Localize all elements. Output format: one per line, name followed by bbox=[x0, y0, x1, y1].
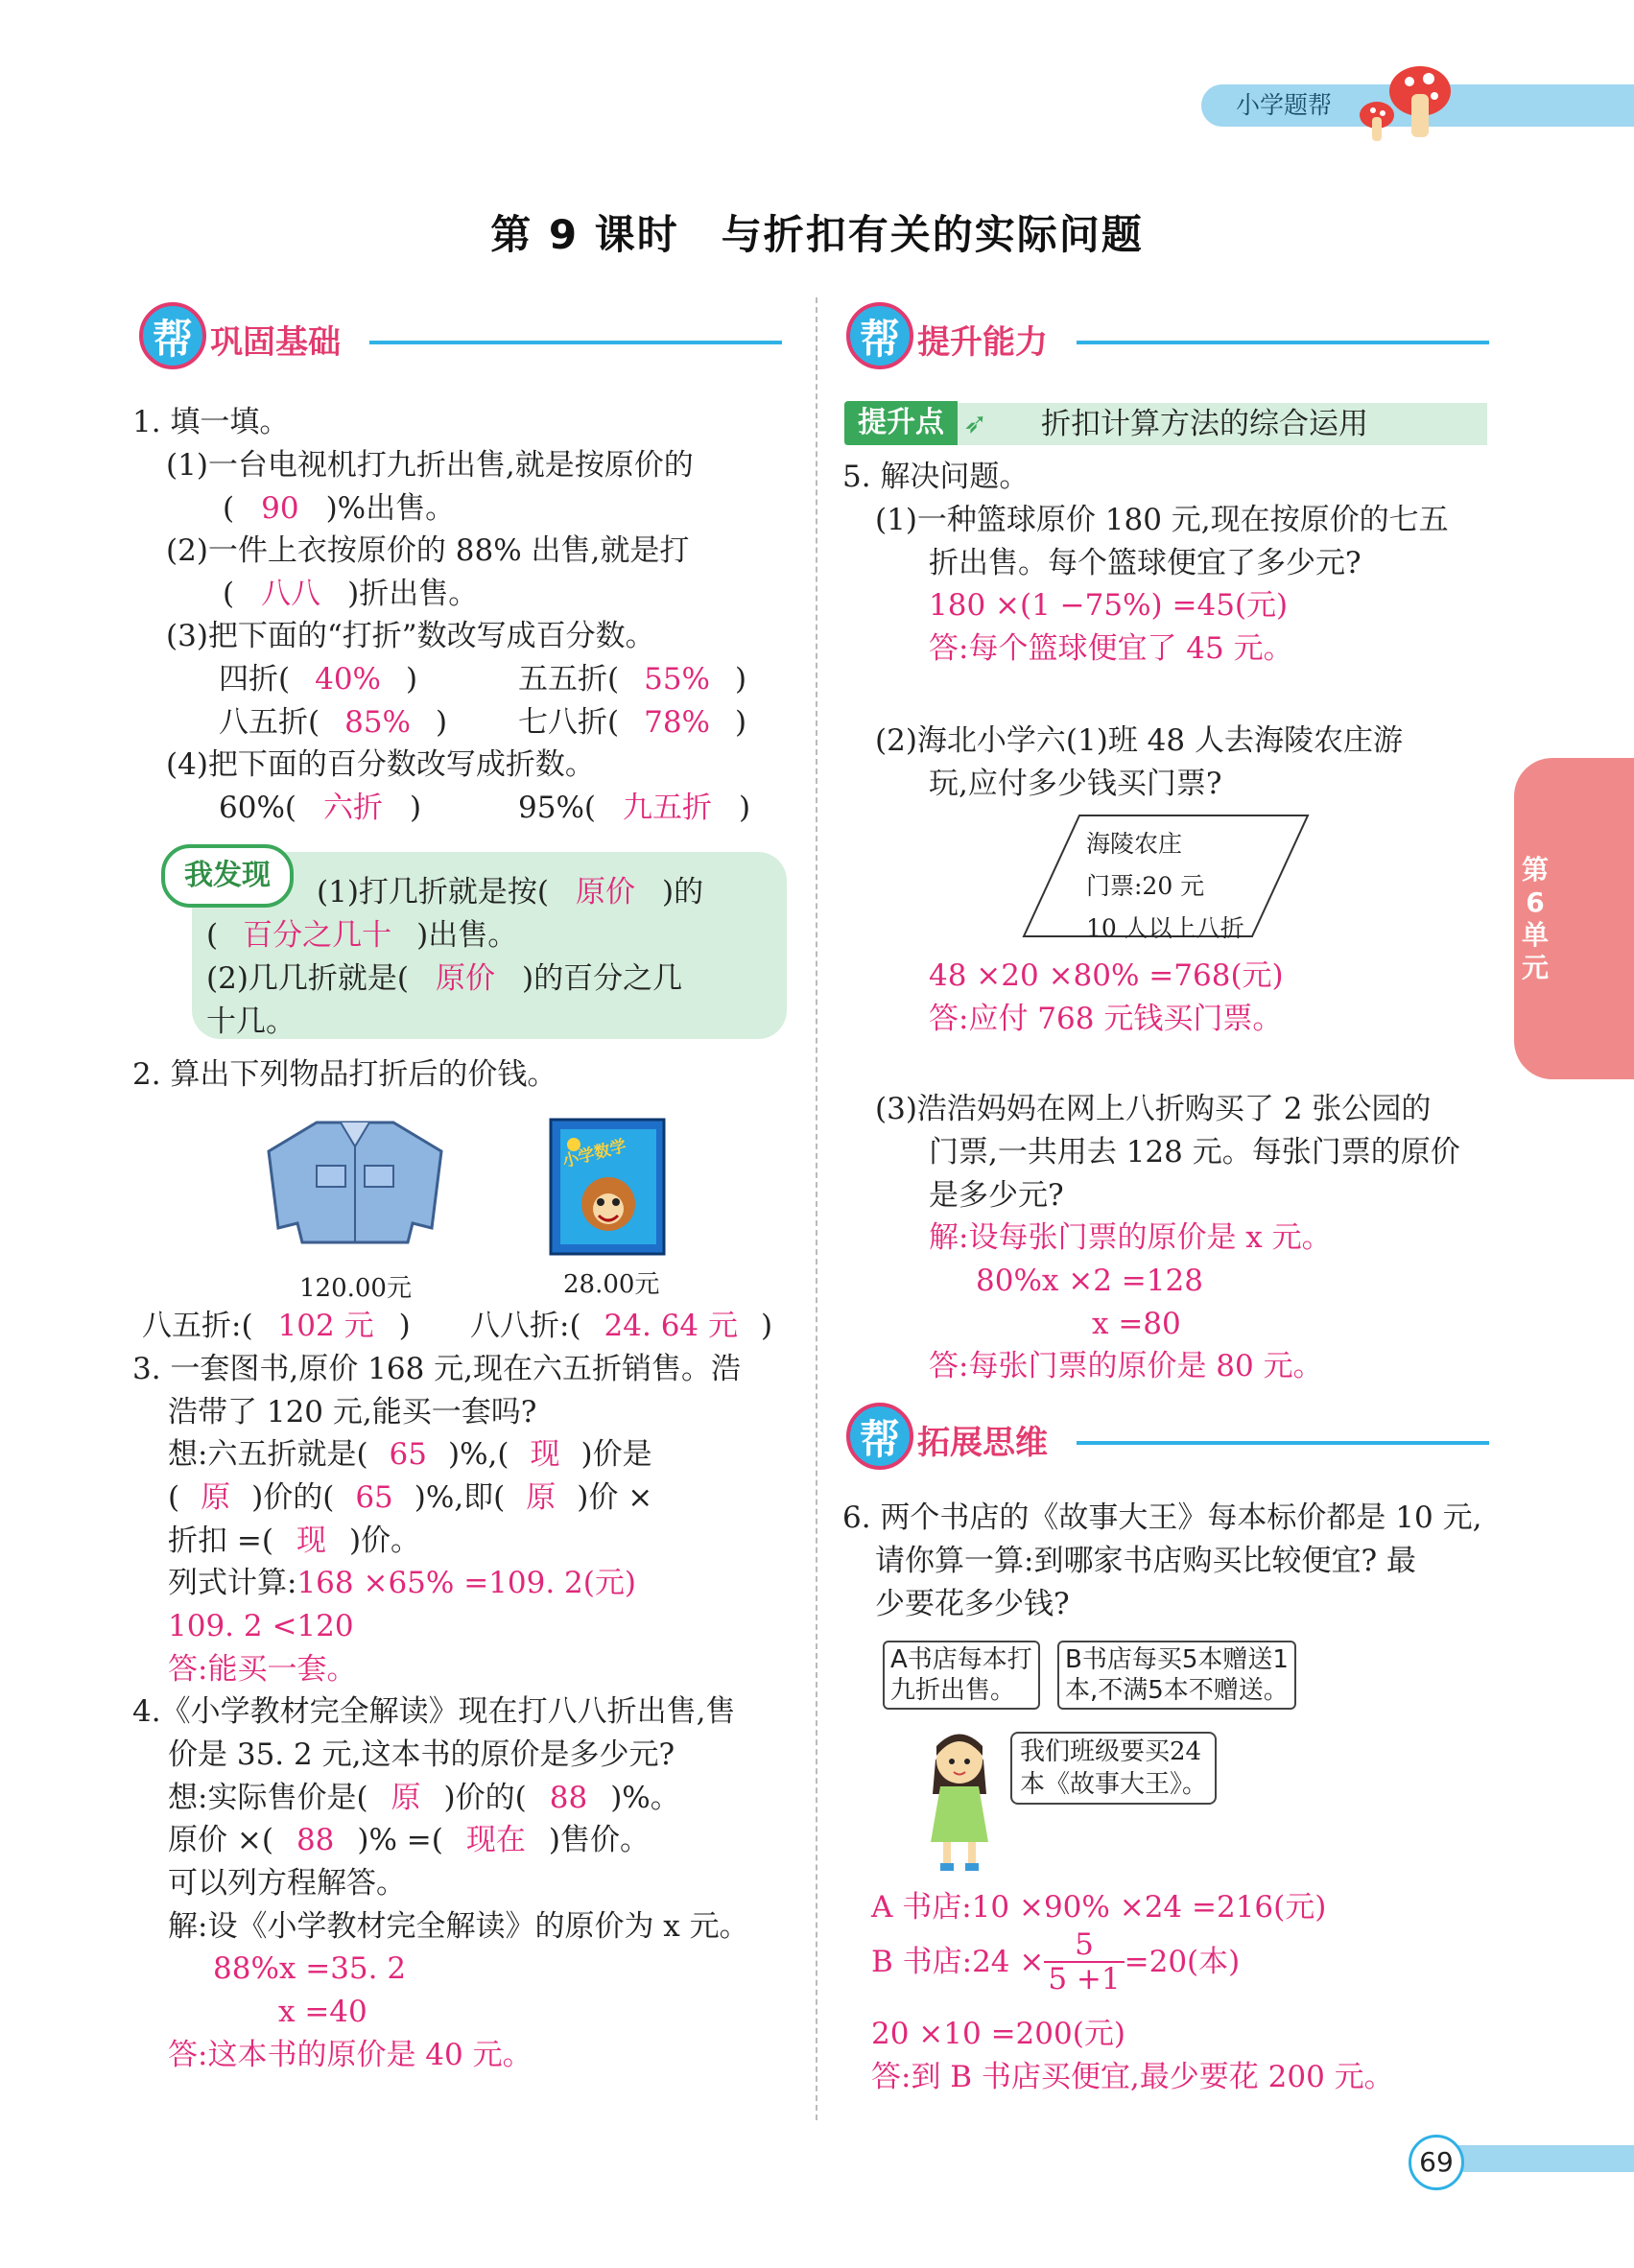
text: )价 × bbox=[577, 1480, 653, 1515]
q5-s3-eq1: 80%x ×2 =128 bbox=[976, 1264, 1203, 1298]
numerator: 5 bbox=[1044, 1928, 1124, 1963]
discover-line4: 十几。 bbox=[206, 1004, 296, 1039]
q5-s3-eq2: x =80 bbox=[1092, 1307, 1181, 1341]
answer: 102 元 bbox=[277, 1309, 374, 1343]
text: )价是 bbox=[580, 1437, 652, 1472]
text: )%,即( bbox=[414, 1480, 506, 1515]
answer: 90 bbox=[261, 491, 299, 526]
note-line: 本,不满5本不赠送。 bbox=[1065, 1676, 1289, 1705]
answer: 40% bbox=[315, 662, 382, 697]
q1-p1a: (1)一台电视机打九折出售,就是按原价的 bbox=[166, 448, 694, 483]
q6-answer: 答:到 B 书店买便宜,最少要花 200 元。 bbox=[871, 2060, 1394, 2094]
ticket-line: 10 人以上八折 bbox=[1086, 914, 1244, 942]
text: (1)打几折就是按( bbox=[317, 875, 550, 910]
q1-r1a bbox=[219, 658, 417, 701]
q3-line2: 浩带了 120 元,能买一套吗? bbox=[168, 1395, 537, 1429]
q6-line1: 6. 两个书店的《故事大王》每本标价都是 10 元, bbox=[842, 1500, 1482, 1535]
text: ( bbox=[168, 1480, 180, 1515]
q1-p4: (4)把下面的百分数改写成折数。 bbox=[166, 747, 595, 782]
bubble-line: 我们班级要买24 bbox=[1020, 1737, 1202, 1766]
q3-answer: 答:能买一套。 bbox=[168, 1652, 357, 1687]
fraction bbox=[1044, 1928, 1124, 1996]
note-line: A书店每本打 bbox=[890, 1645, 1032, 1674]
key-point-text: 折扣计算方法的综合运用 bbox=[1041, 407, 1368, 441]
q5-s3-line3: 是多少元? bbox=[929, 1178, 1064, 1213]
text: )%出售。 bbox=[325, 491, 456, 526]
answer: 九五折 bbox=[623, 791, 712, 825]
text: ( bbox=[223, 491, 235, 526]
q4-line4 bbox=[168, 1819, 650, 1862]
section-title: 拓展思维 bbox=[917, 1424, 1048, 1462]
q1-p3: (3)把下面的“打折”数改写成百分数。 bbox=[166, 619, 655, 653]
q6-line2: 请你算一算:到哪家书店购买比较便宜? 最 bbox=[875, 1544, 1416, 1578]
bang-badge: 帮 bbox=[139, 302, 206, 369]
answer: 65 bbox=[389, 1437, 427, 1472]
q1-r2b bbox=[518, 701, 746, 744]
answer: 原价 bbox=[436, 961, 496, 996]
text: 八八折:( bbox=[470, 1309, 581, 1343]
q1-p2b bbox=[223, 573, 478, 616]
discover-line2 bbox=[206, 914, 517, 957]
bang-badge: 帮 bbox=[846, 1403, 913, 1470]
text: )价。 bbox=[348, 1524, 421, 1558]
text: ( bbox=[206, 918, 219, 953]
answer: 88 bbox=[296, 1823, 335, 1857]
text: ) bbox=[398, 1309, 411, 1343]
q1-r1b bbox=[518, 658, 746, 701]
q3-line4 bbox=[168, 1477, 652, 1520]
arrow-icon: ➶ bbox=[963, 407, 988, 440]
text: 列式计算: bbox=[168, 1566, 297, 1600]
text: 五五折( bbox=[518, 662, 620, 697]
text: ) bbox=[436, 705, 448, 740]
q4-answer: 答:这本书的原价是 40 元。 bbox=[168, 2038, 533, 2072]
brand-label: 小学题帮 bbox=[1236, 91, 1333, 119]
q5-stem: 5. 解决问题。 bbox=[842, 460, 1030, 494]
answer: 原 bbox=[526, 1480, 557, 1515]
jacket-price: 120.00元 bbox=[299, 1274, 412, 1303]
page-title: 第 9 课时 与折扣有关的实际问题 bbox=[490, 211, 1144, 258]
answer: 八八 bbox=[261, 577, 321, 611]
text: 折扣 =( bbox=[168, 1524, 273, 1558]
text: 原价 ×( bbox=[168, 1823, 273, 1857]
q4-line1: 4.《小学教材完全解读》现在打八八折出售,售 bbox=[132, 1694, 736, 1729]
q4-eq1: 88%x =35. 2 bbox=[213, 1951, 407, 1986]
q1-stem: 1. 填一填。 bbox=[132, 405, 290, 439]
q6-line3: 少要花多少钱? bbox=[875, 1587, 1070, 1621]
store-a-note bbox=[883, 1641, 1040, 1710]
text: )出售。 bbox=[416, 918, 518, 953]
section-line bbox=[1077, 1441, 1489, 1445]
q5-s3-line1: (3)浩浩妈妈在网上八折购买了 2 张公园的 bbox=[875, 1092, 1432, 1126]
text: ) bbox=[406, 662, 418, 697]
answer: 78% bbox=[644, 705, 711, 740]
q3-line3 bbox=[168, 1433, 652, 1477]
text: 八五折:( bbox=[142, 1309, 253, 1343]
store-b-note bbox=[1057, 1641, 1296, 1710]
q3-line6 bbox=[168, 1562, 636, 1605]
answer: 55% bbox=[644, 662, 711, 697]
discover-line1 bbox=[317, 871, 703, 914]
text: )价的( bbox=[251, 1480, 335, 1515]
text: 七八折( bbox=[518, 705, 620, 740]
q6-store-b-calc bbox=[871, 1928, 1240, 1996]
text: ) bbox=[761, 1309, 773, 1343]
answer: 原 bbox=[201, 1480, 231, 1515]
answer: 65 bbox=[355, 1480, 393, 1515]
column-divider bbox=[816, 297, 817, 2120]
q5-s1-line2: 折出售。每个篮球便宜了多少元? bbox=[929, 546, 1362, 580]
text: 四折( bbox=[219, 662, 291, 697]
bubble-line: 本《故事大王》。 bbox=[1020, 1770, 1208, 1799]
q5-s2-answer: 答:应付 768 元钱买门票。 bbox=[929, 1002, 1283, 1036]
q2-answer-b bbox=[470, 1305, 772, 1348]
q1-p2a: (2)一件上衣按原价的 88% 出售,就是打 bbox=[166, 533, 690, 568]
text: )的百分之几 bbox=[522, 961, 683, 996]
q4-eq2: x =40 bbox=[278, 1995, 367, 2029]
q5-s2-line2: 玩,应付多少钱买门票? bbox=[929, 767, 1222, 801]
text: =20(本) bbox=[1124, 1945, 1241, 1979]
q1-p1b bbox=[223, 487, 455, 531]
ticket-text bbox=[1086, 823, 1244, 950]
book-cover-title: 小学数学 bbox=[560, 1136, 629, 1172]
q2-stem: 2. 算出下列物品打折后的价钱。 bbox=[132, 1057, 557, 1092]
q1-r3b bbox=[518, 787, 750, 830]
note-line: 九折出售。 bbox=[890, 1676, 1016, 1705]
section-line bbox=[1077, 341, 1489, 344]
q6-total-calc: 20 ×10 =200(元) bbox=[871, 2017, 1125, 2051]
q5-s3-answer: 答:每张门票的原价是 80 元。 bbox=[929, 1349, 1323, 1383]
speech-bubble bbox=[1010, 1732, 1217, 1805]
answer: 六折 bbox=[323, 791, 383, 825]
answer: 现 bbox=[296, 1524, 326, 1558]
q2-answer-a bbox=[142, 1305, 411, 1348]
book-price: 28.00元 bbox=[563, 1270, 660, 1299]
section-header-improve bbox=[846, 302, 1489, 379]
q5-s1-answer: 答:每个篮球便宜了 45 元。 bbox=[929, 631, 1293, 666]
answer: 88 bbox=[549, 1781, 588, 1815]
q6-store-a-calc: A 书店:10 ×90% ×24 =216(元) bbox=[871, 1890, 1327, 1925]
text: ) bbox=[735, 705, 747, 740]
text: ( bbox=[223, 577, 235, 611]
section-header-basics bbox=[139, 302, 782, 379]
answer: 168 ×65% =109. 2(元) bbox=[296, 1566, 636, 1600]
text: ) bbox=[735, 662, 747, 697]
jacket-icon bbox=[259, 1113, 451, 1247]
discovery-badge: 我发现 bbox=[161, 844, 294, 908]
answer: 原价 bbox=[576, 875, 636, 910]
girl-icon bbox=[912, 1717, 1007, 1876]
answer: 85% bbox=[344, 705, 412, 740]
q4-line2: 价是 35. 2 元,这本书的原价是多少元? bbox=[168, 1737, 675, 1772]
text: (2)几几折就是( bbox=[206, 961, 410, 996]
q3-line7: 109. 2 <120 bbox=[168, 1609, 354, 1643]
q3-line1: 3. 一套图书,原价 168 元,现在六五折销售。浩 bbox=[132, 1352, 742, 1386]
text: 60%( bbox=[219, 791, 296, 825]
answer: 百分之几十 bbox=[243, 918, 392, 953]
q1-r2a bbox=[219, 701, 447, 744]
text: )%。 bbox=[610, 1781, 680, 1815]
text: ) bbox=[739, 791, 751, 825]
text: )的 bbox=[662, 875, 704, 910]
text: B 书店:24 × bbox=[871, 1945, 1045, 1979]
section-header-expand bbox=[846, 1403, 1489, 1479]
answer: 现在 bbox=[465, 1823, 526, 1857]
key-point-badge: 提升点 bbox=[844, 401, 958, 445]
section-line bbox=[369, 341, 782, 344]
q5-s2-calc: 48 ×20 ×80% =768(元) bbox=[929, 958, 1284, 993]
text: )价的( bbox=[443, 1781, 527, 1815]
note-line: B书店每买5本赠送1 bbox=[1065, 1645, 1289, 1674]
page-number: 69 bbox=[1409, 2135, 1464, 2190]
q4-line6: 解:设《小学教材完全解读》的原价为 x 元。 bbox=[168, 1909, 749, 1944]
text: )折出售。 bbox=[347, 577, 479, 611]
bang-badge: 帮 bbox=[846, 302, 913, 369]
answer: 原 bbox=[391, 1781, 421, 1815]
q3-line5 bbox=[168, 1520, 420, 1563]
q5-s3-sol: 解:设每张门票的原价是 x 元。 bbox=[929, 1220, 1332, 1255]
q5-s1-calc: 180 ×(1 −75%) =45(元) bbox=[929, 588, 1289, 623]
q5-s3-line2: 门票,一共用去 128 元。每张门票的原价 bbox=[929, 1135, 1460, 1169]
section-title: 提升能力 bbox=[917, 323, 1048, 362]
q4-line5: 可以列方程解答。 bbox=[168, 1866, 406, 1901]
q1-r3a bbox=[219, 787, 421, 830]
unit-side-tab-label: 第6单元 bbox=[1521, 854, 1549, 983]
text: 八五折( bbox=[219, 705, 320, 740]
text: 想:实际售价是( bbox=[168, 1781, 368, 1815]
q5-s1-line1: (1)一种篮球原价 180 元,现在按原价的七五 bbox=[875, 503, 1449, 537]
answer: 现 bbox=[530, 1437, 560, 1472]
text: 95%( bbox=[518, 791, 596, 825]
ticket-line: 海陵农庄 bbox=[1086, 830, 1183, 858]
text: )% =( bbox=[357, 1823, 443, 1857]
section-title: 巩固基础 bbox=[210, 323, 341, 362]
mushroom-icon bbox=[1348, 58, 1463, 149]
text: )%,( bbox=[448, 1437, 509, 1472]
text: )售价。 bbox=[548, 1823, 650, 1857]
ticket-line: 门票:20 元 bbox=[1086, 872, 1205, 900]
text: ) bbox=[410, 791, 422, 825]
q4-line3 bbox=[168, 1777, 680, 1820]
denominator: 5 +1 bbox=[1048, 1962, 1121, 1996]
q5-s2-line1: (2)海北小学六(1)班 48 人去海陵农庄游 bbox=[875, 723, 1403, 758]
answer: 24. 64 元 bbox=[604, 1309, 739, 1343]
text: 想:六五折就是( bbox=[168, 1437, 368, 1472]
discover-line3 bbox=[206, 957, 682, 1001]
